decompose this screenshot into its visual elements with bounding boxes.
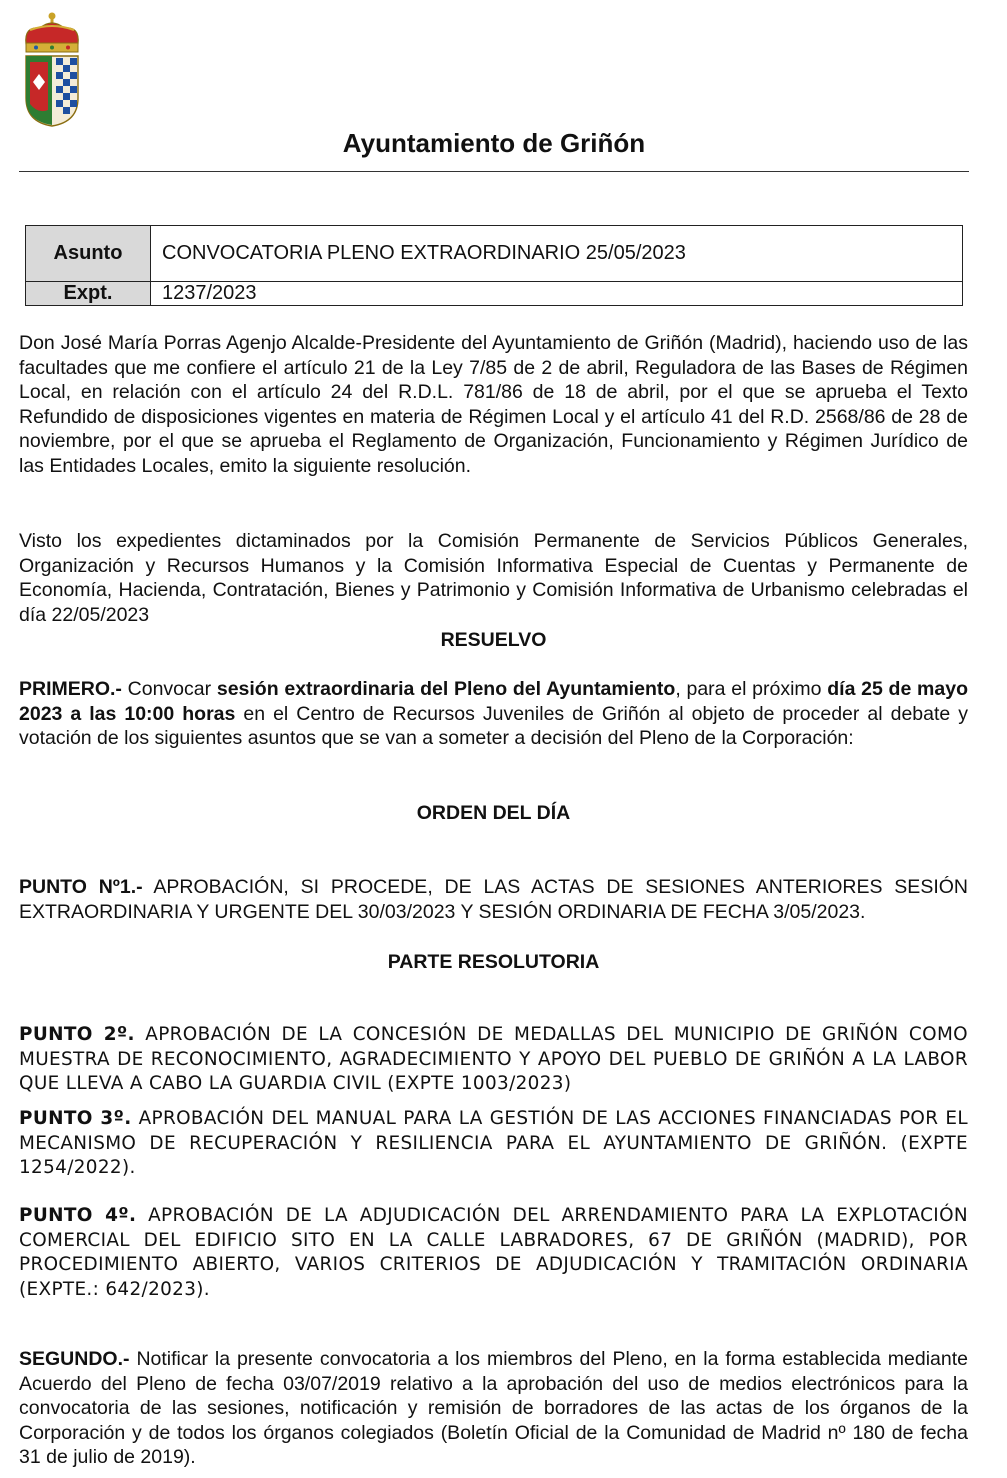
punto3-block — [19, 1107, 968, 1181]
punto2-block — [19, 1023, 968, 1097]
expt-value: 1237/2023 — [151, 282, 963, 306]
header-divider — [19, 171, 969, 172]
primero-paragraph — [19, 677, 968, 751]
intro-paragraph: Don José María Porras Agenjo Alcalde-Presidente del Ayuntamiento de Griñón (Madrid), haciendo uso de las facultades que me confiere el artículo 21 de la Ley 7/85 de 2 de abril, Reguladora de las Bases de Régimen Local, en relación con el artículo 24 del R.D.L. 781/86 de 18 de abril, por el que se aprueba el Texto Refundido de disposiciones vigentes en materia de Régimen Local y el artículo 41 del R.D. 2568/86 de 28 de noviembre, por el que se aprueba el Reglamento de Organización, Funcionamiento y Régimen Jurídico de las Entidades Locales, emito la siguiente resolución. — [19, 332, 968, 477]
primero-text-2: , para el próximo — [675, 678, 828, 700]
orden-block — [19, 801, 968, 826]
segundo-label: SEGUNDO.- — [19, 1348, 130, 1370]
resuelvo-block — [19, 628, 968, 653]
primero-bold-1: sesión extraordinaria del Pleno del Ayuntamiento — [216, 678, 676, 700]
punto4-block — [19, 1204, 968, 1302]
parte-heading: PARTE RESOLUTORIA — [387, 951, 600, 973]
punto2-label: PUNTO 2º. — [19, 1024, 135, 1045]
primero-label: PRIMERO.- — [19, 678, 122, 700]
page-title: Ayuntamiento de Griñón — [342, 128, 646, 158]
coat-of-arms-logo — [20, 10, 84, 128]
punto2-paragraph — [19, 1023, 968, 1097]
punto1-block — [19, 875, 968, 924]
punto4-text: APROBACIÓN DE LA ADJUDICACIÓN DEL ARRENDAMIENTO PARA LA EXPLOTACIÓN COMERCIAL DEL EDIFICIO SITO EN LA CALLE LABRADORES, 67 DE GRIÑÓN (MADRID), POR PROCEDIMIENTO ABIERTO, VARIOS CRITERIOS DE ADJUDICACIÓN Y TRAMITACIÓN ORDINARIA (EXPTE.: 642/2023). — [19, 1205, 968, 1300]
asunto-value: CONVOCATORIA PLENO EXTRAORDINARIO 25/05/2023 — [151, 226, 963, 282]
asunto-label: Asunto — [26, 226, 151, 282]
segundo-block — [19, 1347, 968, 1470]
punto3-label: PUNTO 3º. — [19, 1108, 132, 1129]
primero-block — [19, 677, 968, 751]
punto4-paragraph — [19, 1204, 968, 1302]
resuelvo-heading: RESUELVO — [440, 629, 547, 651]
punto1-paragraph — [19, 875, 968, 924]
orden-heading: ORDEN DEL DÍA — [416, 802, 571, 824]
punto3-text: APROBACIÓN DEL MANUAL PARA LA GESTIÓN DE LAS ACCIONES FINANCIADAS POR EL MECANISMO DE RECUPERACIÓN Y RESILIENCIA PARA EL AYUNTAMIENTO DE GRIÑÓN. (EXPTE 1254/2022). — [19, 1108, 968, 1179]
punto4-label: PUNTO 4º. — [19, 1205, 137, 1226]
punto3-paragraph — [19, 1107, 968, 1181]
primero-bold-2: día 25 de mayo 2023 a las 10:00 horas — [19, 678, 968, 725]
punto1-label: PUNTO Nº1.- — [19, 876, 143, 898]
intro-block — [19, 331, 968, 479]
punto2-text: APROBACIÓN DE LA CONCESIÓN DE MEDALLAS DEL MUNICIPIO DE GRIÑÓN COMO MUESTRA DE RECONOCIMIENTO, AGRADECIMIENTO Y APOYO DEL PUEBLO DE GRIÑÓN A LA LABOR QUE LLEVA A CABO LA GUARDIA CIVIL (EXPTE 1003/2023) — [19, 1024, 968, 1095]
punto1-text: APROBACIÓN, SI PROCEDE, DE LAS ACTAS DE SESIONES ANTERIORES SESIÓN EXTRAORDINARIA Y URGENTE DEL 30/03/2023 Y SESIÓN ORDINARIA DE FECHA 3/05/2023. — [19, 876, 968, 923]
parte-block — [19, 950, 968, 975]
segundo-paragraph — [19, 1347, 968, 1470]
visto-paragraph: Visto los expedientes dictaminados por la Comisión Permanente de Servicios Públicos Generales, Organización y Recursos Humanos y la Comisión Informativa Especial de Cuentas y Permanente de Economía, Hacienda, Contratación, Bienes y Patrimonio y Comisión Informativa de Urbanismo celebradas el día 22/05/2023 — [19, 530, 968, 626]
visto-block — [19, 529, 968, 627]
primero-text-1: Convocar — [121, 678, 217, 700]
expt-label: Expt. — [26, 282, 151, 306]
primero-text-3: en el Centro de Recursos Juveniles de Griñón al objeto de proceder al debate y votación de los siguientes asuntos que se van a someter a decisión del Pleno de la Corporación: — [19, 702, 968, 750]
segundo-text: Notificar la presente convocatoria a los miembros del Pleno, en la forma establecida mediante Acuerdo del Pleno de fecha 03/07/2019 relativo a la aprobación del uso de medios electrónicos para la convocatoria de las sesiones, notificación y remisión de borradores de las actas de los órganos de la Corporación y de todos los órganos colegiados (Boletín Oficial de la Comunidad de Madrid nº 180 de fecha 31 de julio de 2019). — [19, 1348, 968, 1469]
subject-table — [25, 225, 963, 306]
